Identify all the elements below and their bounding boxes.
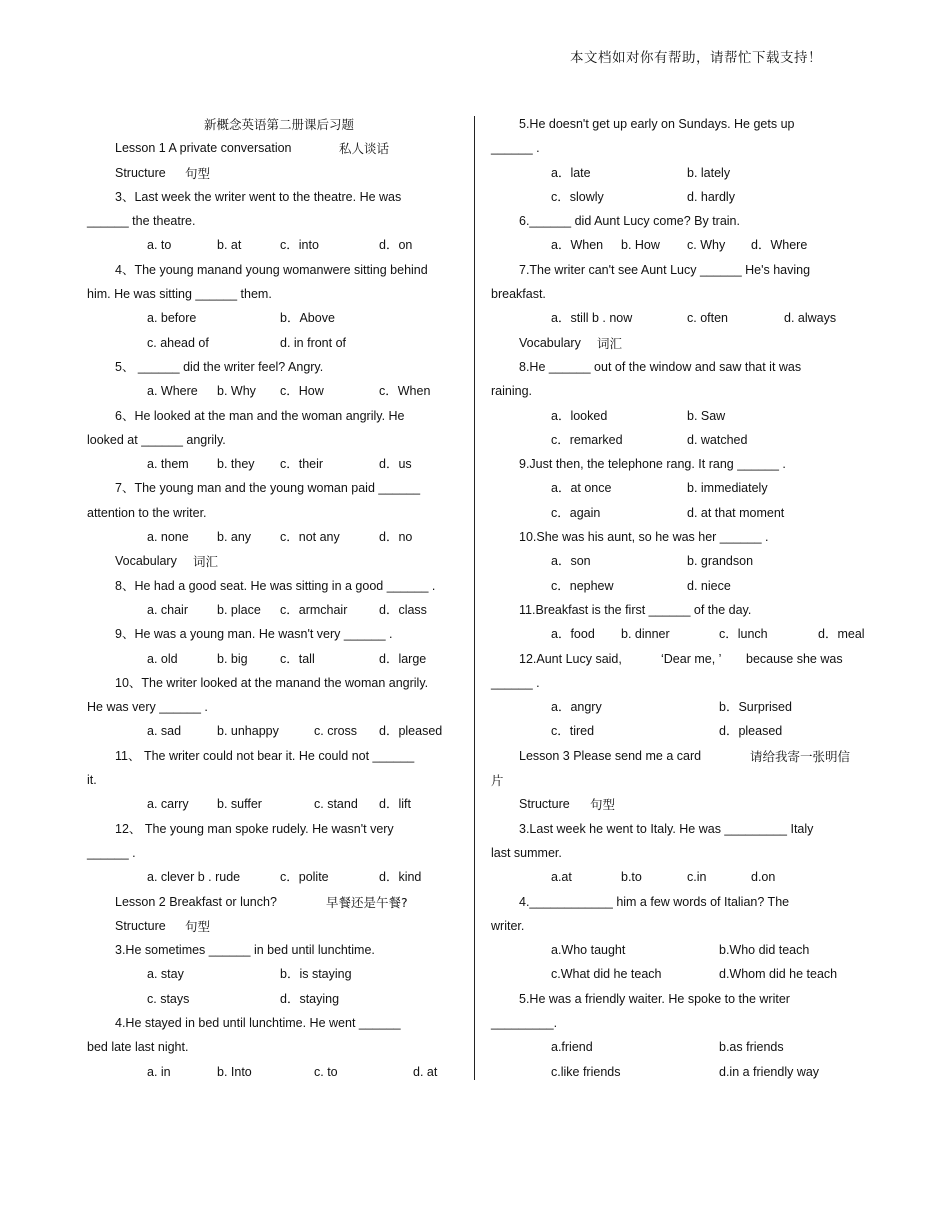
right-line	[491, 578, 866, 602]
text-segment: a. before	[147, 311, 197, 326]
text-segment: d.Whom did he teach	[719, 967, 838, 982]
text-segment: 10.She was his aunt, so he was her ______ .	[519, 530, 769, 545]
right-line	[491, 821, 866, 845]
text-segment: a. old	[147, 651, 178, 666]
left-line	[87, 626, 462, 650]
text-segment: d．pleased	[379, 724, 443, 739]
text-segment: d．on	[379, 238, 413, 253]
text-segment: b. dinner	[621, 627, 670, 642]
text-segment: a．When	[551, 238, 604, 253]
text-segment: Lesson 3 Please send me a card	[519, 748, 702, 763]
left-line	[87, 869, 462, 893]
text-segment: 7.The writer can't see Aunt Lucy ______ He's having	[519, 262, 811, 277]
text-segment: 11、 The writer could not bear it. He could not ______	[115, 748, 415, 763]
right-line	[491, 359, 866, 383]
text-segment: 11.Breakfast is the first ______ of the day.	[519, 602, 752, 617]
text-segment: b. place	[217, 602, 261, 617]
left-line	[87, 894, 462, 918]
right-line	[491, 1039, 866, 1063]
text-segment: Lesson 2 Breakfast or lunch?	[115, 894, 277, 909]
text-segment: 请给我寄一张明信	[750, 748, 851, 764]
text-segment: 6、He looked at the man and the woman angrily. He	[115, 408, 405, 423]
text-segment: ______ .	[87, 845, 136, 860]
text-segment: c．not any	[280, 530, 340, 545]
text-segment: b. Into	[217, 1064, 252, 1079]
text-segment: Structure	[115, 165, 166, 180]
text-segment: c．tall	[280, 651, 315, 666]
text-segment: a. clever b . rude	[147, 870, 241, 885]
text-segment: 5.He was a friendly waiter. He spoke to the writer	[519, 991, 790, 1006]
left-line	[87, 821, 462, 845]
text-segment: a. chair	[147, 602, 188, 617]
text-segment: a．looked	[551, 408, 608, 423]
text-segment: c.What did he teach	[551, 967, 662, 982]
text-segment: a．food	[551, 627, 595, 642]
text-segment: d. watched	[687, 432, 748, 447]
text-segment: 5、 ______ did the writer feel? Angry.	[115, 359, 324, 374]
text-segment: b. any	[217, 530, 252, 545]
text-segment: d．kind	[379, 870, 422, 885]
left-line	[87, 262, 462, 286]
text-segment: He was very ______ .	[87, 700, 208, 715]
left-line	[87, 529, 462, 553]
left-line	[87, 942, 462, 966]
text-segment: a.friend	[551, 1040, 593, 1055]
right-line	[491, 675, 866, 699]
text-segment: a．still b . now	[551, 311, 633, 326]
text-segment: d.in a friendly way	[719, 1064, 820, 1079]
text-segment: a．son	[551, 554, 591, 569]
text-segment: c．remarked	[551, 432, 623, 447]
left-line	[87, 335, 462, 359]
text-segment: b. Why	[217, 384, 256, 399]
text-segment: d. niece	[687, 578, 731, 593]
text-segment: Lesson 1 A private conversation	[115, 141, 292, 156]
left-line	[87, 456, 462, 480]
text-segment: c. cross	[314, 724, 358, 739]
left-column	[87, 116, 462, 1088]
text-segment: d．class	[379, 602, 427, 617]
left-line	[87, 699, 462, 723]
text-segment: a．late	[551, 165, 591, 180]
right-line	[491, 772, 866, 796]
text-segment: b．is staying	[280, 967, 352, 982]
text-segment: b. they	[217, 457, 255, 472]
text-segment: d．large	[379, 651, 427, 666]
left-line	[87, 116, 462, 140]
left-line	[87, 991, 462, 1015]
text-segment: 8、He had a good seat. He was sitting in a good ______ .	[115, 578, 436, 593]
text-segment: c. often	[687, 311, 728, 326]
left-line	[87, 845, 462, 869]
text-segment: 句型	[185, 165, 211, 181]
text-segment: d．us	[379, 457, 412, 472]
right-line	[491, 1015, 866, 1039]
text-segment: Structure	[519, 797, 570, 812]
right-line	[491, 408, 866, 432]
text-segment: b. grandson	[687, 554, 754, 569]
right-line	[491, 237, 866, 261]
left-line	[87, 480, 462, 504]
right-line	[491, 626, 866, 650]
text-segment: 6.______ did Aunt Lucy come? By train.	[519, 214, 740, 229]
text-segment: c．polite	[280, 870, 329, 885]
right-line	[491, 699, 866, 723]
left-line	[87, 505, 462, 529]
text-segment: 8.He ______ out of the window and saw that it was	[519, 359, 802, 374]
left-line	[87, 966, 462, 990]
text-segment: c．How	[280, 384, 324, 399]
left-line	[87, 602, 462, 626]
left-line	[87, 651, 462, 675]
right-line	[491, 796, 866, 820]
left-line	[87, 189, 462, 213]
text-segment: c．lunch	[719, 627, 768, 642]
text-segment: 词汇	[597, 335, 623, 351]
page-header-note: 本文档如对你有帮助，请帮忙下载支持！	[570, 50, 822, 66]
right-line	[491, 165, 866, 189]
text-segment: b．Above	[280, 311, 335, 326]
right-line	[491, 116, 866, 140]
text-segment: raining.	[491, 384, 532, 399]
left-line	[87, 310, 462, 334]
text-segment: 5.He doesn't get up early on Sundays. He gets up	[519, 117, 795, 131]
text-segment: 3.He sometimes ______ in bed until lunchtime.	[115, 943, 375, 958]
text-segment: last summer.	[491, 845, 562, 860]
right-line	[491, 991, 866, 1015]
text-segment: d．no	[379, 530, 413, 545]
text-segment: 片	[491, 773, 504, 789]
left-line	[87, 1064, 462, 1088]
left-line	[87, 359, 462, 383]
right-line	[491, 140, 866, 164]
right-line	[491, 480, 866, 504]
right-line	[491, 845, 866, 869]
left-line	[87, 286, 462, 310]
text-segment: d. at	[413, 1064, 438, 1079]
text-segment: 12.Aunt Lucy said,	[519, 651, 622, 666]
text-segment: 句型	[185, 918, 211, 934]
text-segment: a.at	[551, 870, 572, 885]
right-line	[491, 335, 866, 359]
text-segment: d. hardly	[687, 189, 735, 204]
text-segment: 新概念英语第二册课后习题	[204, 117, 355, 132]
text-segment: b. Saw	[687, 408, 726, 423]
text-segment: a. none	[147, 530, 189, 545]
text-segment: b.Who did teach	[719, 943, 810, 958]
column-divider	[474, 116, 475, 1080]
text-segment: 3、Last week the writer went to the theatre. He was	[115, 189, 402, 204]
text-segment: 私人谈话	[339, 141, 390, 157]
text-segment: a. Where	[147, 384, 198, 399]
right-line	[491, 286, 866, 310]
right-line	[491, 723, 866, 747]
text-segment: 9、He was a young man. He wasn't very ______ .	[115, 627, 393, 642]
text-segment: 句型	[590, 797, 616, 813]
text-segment: it.	[87, 773, 97, 788]
text-segment: d．pleased	[719, 724, 783, 739]
text-segment: breakfast.	[491, 287, 546, 302]
right-line	[491, 966, 866, 990]
text-segment: 7、The young man and the young woman paid ______	[115, 481, 421, 496]
right-line	[491, 189, 866, 213]
text-segment: b．Surprised	[719, 700, 792, 715]
right-line	[491, 1064, 866, 1088]
text-segment: c．into	[280, 238, 319, 253]
right-line	[491, 918, 866, 942]
right-column	[491, 116, 866, 1088]
text-segment: looked at ______ angrily.	[87, 432, 226, 447]
text-segment: d.on	[751, 870, 776, 885]
left-line	[87, 796, 462, 820]
text-segment: 10、The writer looked at the manand the woman angrily.	[115, 675, 429, 690]
text-segment: b.to	[621, 870, 642, 885]
text-segment: c．their	[280, 457, 324, 472]
text-segment: 4.He stayed in bed until lunchtime. He went ______	[115, 1015, 401, 1030]
text-segment: c. to	[314, 1064, 338, 1079]
text-segment: a. sad	[147, 724, 182, 739]
text-segment: Structure	[115, 918, 166, 933]
text-segment: a. to	[147, 238, 172, 253]
right-line	[491, 456, 866, 480]
right-line	[491, 529, 866, 553]
right-line	[491, 651, 866, 675]
text-segment: 12、 The young man spoke rudely. He wasn't very	[115, 821, 394, 836]
text-segment: a. in	[147, 1064, 171, 1079]
text-segment: c. stand	[314, 797, 358, 812]
left-line	[87, 213, 462, 237]
right-line	[491, 748, 866, 772]
text-segment: ______ the theatre.	[87, 214, 196, 229]
text-segment: 9.Just then, the telephone rang. It rang ______ .	[519, 457, 786, 472]
right-line	[491, 894, 866, 918]
left-line	[87, 748, 462, 772]
text-segment: d．lift	[379, 797, 411, 812]
left-line	[87, 140, 462, 164]
text-segment: a. carry	[147, 797, 189, 812]
text-segment: a．at once	[551, 481, 612, 496]
text-segment: c．nephew	[551, 578, 614, 593]
text-segment: attention to the writer.	[87, 505, 207, 520]
text-segment: c.in	[687, 870, 707, 885]
text-segment: c．slowly	[551, 189, 604, 204]
text-segment: c.like friends	[551, 1064, 621, 1079]
left-line	[87, 675, 462, 699]
text-segment: b. immediately	[687, 481, 768, 496]
right-line	[491, 310, 866, 334]
text-segment: c．When	[379, 384, 431, 399]
left-line	[87, 237, 462, 261]
left-line	[87, 1015, 462, 1039]
text-segment: d. at that moment	[687, 505, 785, 520]
text-segment: d．staying	[280, 991, 340, 1006]
text-segment: ______ .	[491, 141, 540, 156]
text-segment: b. at	[217, 238, 242, 253]
text-segment: 4、The young manand young womanwere sitting behind	[115, 262, 428, 277]
right-line	[491, 553, 866, 577]
text-segment: bed late last night.	[87, 1040, 189, 1055]
text-segment: him. He was sitting ______ them.	[87, 287, 272, 302]
text-segment: d．Where	[751, 238, 808, 253]
text-segment: ______ .	[491, 675, 540, 690]
text-segment: 词汇	[193, 554, 219, 570]
left-line	[87, 383, 462, 407]
right-line	[491, 213, 866, 237]
text-segment: b. unhappy	[217, 724, 279, 739]
left-line	[87, 578, 462, 602]
text-segment: b.as friends	[719, 1040, 784, 1055]
text-segment: _________.	[491, 1015, 558, 1030]
text-segment: writer.	[491, 918, 525, 933]
text-segment: Vocabulary	[115, 554, 177, 569]
text-segment: c. stays	[147, 991, 190, 1006]
right-line	[491, 869, 866, 893]
left-line	[87, 918, 462, 942]
text-segment: because she was	[746, 651, 843, 666]
right-line	[491, 942, 866, 966]
left-line	[87, 772, 462, 796]
right-line	[491, 602, 866, 626]
text-segment: c．again	[551, 505, 601, 520]
text-segment: a．angry	[551, 700, 602, 715]
right-line	[491, 432, 866, 456]
text-segment: ‘Dear me, ’	[661, 651, 722, 666]
text-segment: 4.____________ him a few words of Italian? The	[519, 894, 790, 909]
text-segment: a. them	[147, 457, 189, 472]
right-line	[491, 262, 866, 286]
text-segment: d. in front of	[280, 335, 347, 350]
text-segment: c．tired	[551, 724, 595, 739]
left-line	[87, 432, 462, 456]
right-line	[491, 383, 866, 407]
text-segment: b. big	[217, 651, 248, 666]
text-segment: b. suffer	[217, 797, 262, 812]
left-line	[87, 723, 462, 747]
text-segment: a.Who taught	[551, 943, 626, 958]
left-line	[87, 408, 462, 432]
left-line	[87, 165, 462, 189]
text-segment: 早餐还是午餐?	[326, 894, 408, 910]
text-segment: c. Why	[687, 238, 726, 253]
text-segment: d．meal	[818, 627, 865, 642]
text-segment: d. always	[784, 311, 837, 326]
text-segment: b. lately	[687, 165, 731, 180]
left-line	[87, 553, 462, 577]
text-segment: c. ahead of	[147, 335, 209, 350]
text-segment: b. How	[621, 238, 660, 253]
text-segment: 3.Last week he went to Italy. He was _________ Italy	[519, 821, 814, 836]
text-segment: Vocabulary	[519, 335, 581, 350]
text-segment: a. stay	[147, 967, 184, 982]
text-segment: c．armchair	[280, 602, 348, 617]
left-line	[87, 1039, 462, 1063]
right-line	[491, 505, 866, 529]
